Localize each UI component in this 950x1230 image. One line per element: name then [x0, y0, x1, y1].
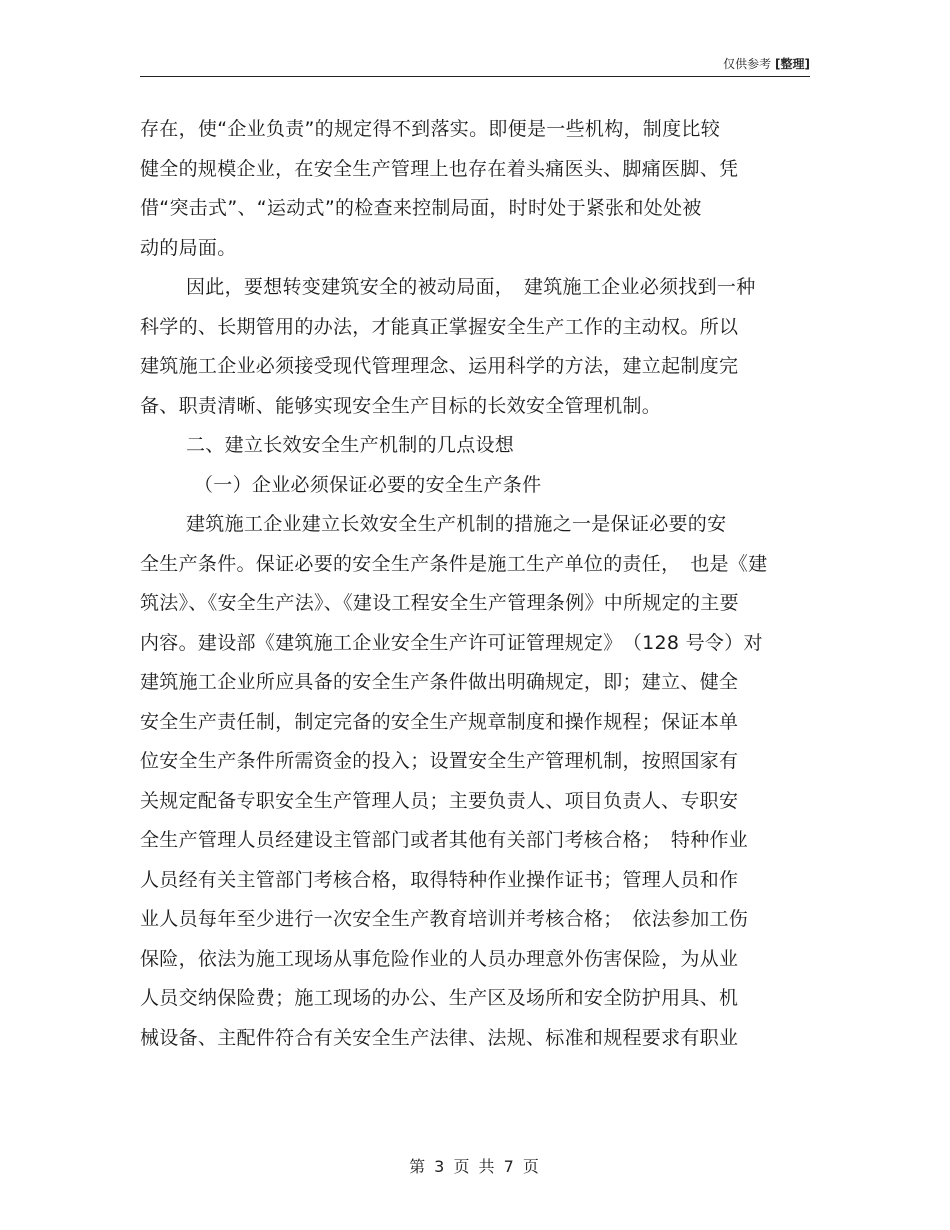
- body-line: 借“突击式”、“运动式”的检查来控制局面，时时处于紧张和处处被: [140, 197, 702, 219]
- body-line: 位安全生产条件所需资金的投入；设置安全生产管理机制，按照国家有: [140, 750, 739, 772]
- body-line: 人员经有关主管部门考核合格，取得特种作业操作证书；管理人员和作: [140, 868, 739, 891]
- body-line: 安全生产责任制，制定完备的安全生产规章制度和操作规程；保证本单: [140, 710, 739, 733]
- body-line: 筑法》、《安全生产法》、《建设工程安全生产管理条例》中所规定的主要: [140, 592, 739, 614]
- page-footer: 第 3 页 共 7 页: [409, 1157, 541, 1176]
- document-body: [140, 110, 810, 1058]
- body-line: 全生产管理人员经建设主管部门或者其他有关部门考核合格； 特种作业: [140, 829, 749, 851]
- body-line: 动的局面。: [140, 236, 237, 259]
- body-line: （一）企业必须保证必要的安全生产条件: [194, 473, 542, 496]
- body-line: 因此，要想转变建筑安全的被动局面， 建筑施工企业必须找到一种: [186, 276, 756, 298]
- body-line: 健全的规模企业，在安全生产管理上也存在着头痛医头、脚痛医脚、凭: [140, 157, 739, 180]
- body-line: 科学的、长期管用的办法，才能真正掌握安全生产工作的主动权。所以: [140, 315, 739, 338]
- body-line: 存在，使“企业负责”的规定得不到落实。即便是一些机构，制度比较: [140, 118, 720, 140]
- body-line: 人员交纳保险费；施工现场的办公、生产区及场所和安全防护用具、机: [140, 987, 739, 1009]
- body-line: 内容。建设部《建筑施工企业安全生产许可证管理规定》 （128 号令）对: [140, 631, 763, 654]
- body-line: 业人员每年至少进行一次安全生产教育培训并考核合格； 依法参加工伤: [140, 908, 749, 930]
- header-text: 仅供参考: [723, 57, 772, 71]
- body-line: 二、建立长效安全生产机制的几点设想: [186, 434, 515, 456]
- body-line: 建筑施工企业所应具备的安全生产条件做出明确规定，即；建立、健全: [140, 671, 739, 693]
- body-line: 保险，依法为施工现场从事危险作业的人员办理意外伤害保险，为从业: [140, 947, 739, 970]
- body-line: 建筑施工企业必须接受现代管理理念、运用科学的方法，建立起制度完: [140, 355, 739, 377]
- body-line: 建筑施工企业建立长效安全生产机制的措施之一是保证必要的安: [186, 513, 727, 535]
- page-header: [140, 52, 810, 77]
- body-line: 械设备、主配件符合有关安全生产法律、法规、标准和规程要求有职业: [140, 1026, 739, 1049]
- body-line: 全生产条件。保证必要的安全生产条件是施工生产单位的责任， 也是《建: [140, 552, 768, 575]
- header-bracket-text: [整理]: [775, 57, 810, 71]
- body-line: 关规定配备专职安全生产管理人员；主要负责人、项目负责人、专职安: [140, 789, 739, 812]
- body-line: 备、职责清晰、能够实现安全生产目标的长效安全管理机制。: [140, 394, 662, 417]
